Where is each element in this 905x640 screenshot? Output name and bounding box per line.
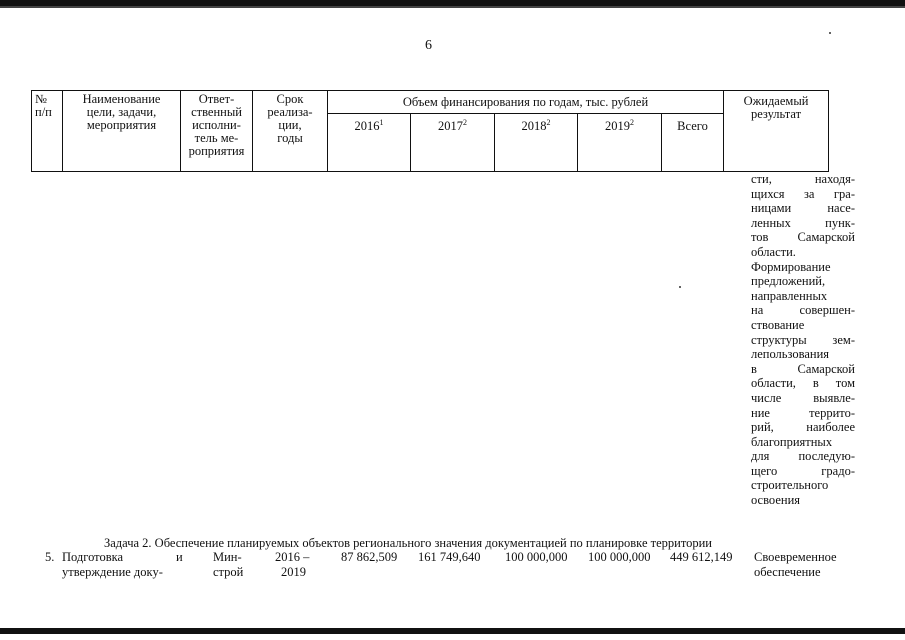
result-line: благоприятных — [751, 434, 833, 449]
header-year-2019 — [578, 114, 662, 172]
result-line: рий, наиболее — [751, 420, 855, 435]
row5-term-line1: 2016 – — [275, 550, 310, 564]
result-line: строительного — [751, 478, 829, 493]
header-table — [31, 90, 829, 172]
row5-name-line1-a: Подготовка — [62, 550, 124, 564]
result-continuation — [751, 172, 855, 508]
result-line: ние террито- — [751, 405, 855, 420]
year-footnote: 2 — [463, 117, 467, 127]
row5-amount-2019: 100 000,000 — [588, 550, 651, 564]
header-name-line: Наименование — [82, 92, 161, 106]
scan-border-top-shadow — [0, 6, 905, 8]
header-name-line: мероприятия — [86, 118, 157, 132]
header-executor-line: роприятия — [188, 144, 245, 158]
result-line: на совершен- — [751, 303, 855, 318]
scan-border-bottom — [0, 628, 905, 634]
result-line: направленных — [751, 288, 828, 303]
row5-amount-2017: 161 749,640 — [418, 550, 481, 564]
year-footnote: 1 — [379, 117, 384, 127]
year-label: 2018 — [521, 119, 547, 133]
result-line: числе выявле- — [751, 390, 855, 405]
header-executor-line: Ответ- — [198, 92, 235, 106]
total-label: Всего — [677, 119, 708, 133]
header-financing — [328, 91, 724, 114]
header-num — [32, 91, 63, 172]
page-number: 6 — [425, 38, 432, 53]
result-line: ницами насе- — [751, 201, 855, 216]
year-footnote: 2 — [630, 117, 634, 127]
result-line: тов Самарской — [751, 230, 855, 245]
result-line: сти, находя- — [751, 172, 855, 186]
header-term-line: Срок — [276, 92, 304, 106]
scan-speck — [679, 286, 681, 288]
result-line: предложений, — [751, 274, 826, 289]
result-line: ленных пунк- — [751, 215, 855, 230]
row5-executor-line2: строй — [213, 565, 244, 579]
result-line: освоения — [751, 493, 801, 508]
result-line: Формирование — [751, 259, 831, 274]
row5-name-line2: утверждение доку- — [62, 565, 163, 579]
year-label: 2017 — [438, 119, 463, 133]
result-line: структуры зем- — [751, 332, 855, 347]
header-term-line: годы — [277, 131, 303, 145]
header-result-line: результат — [750, 107, 802, 121]
header-executor-line: исполни- — [192, 118, 241, 132]
result-line: щихся за гра- — [751, 186, 855, 201]
result-line: лепользования — [751, 347, 830, 362]
year-label: 2019 — [605, 119, 630, 133]
result-line: в Самарской — [751, 361, 855, 376]
result-line: области, в том — [751, 376, 855, 391]
row5-amount-total: 449 612,149 — [670, 550, 733, 564]
result-line: для последую- — [751, 449, 855, 464]
header-executor-line: ственный — [191, 105, 242, 119]
year-footnote: 2 — [546, 117, 551, 127]
row5-result-line1: Своевременное — [754, 550, 837, 564]
row5-amount-2016: 87 862,509 — [341, 550, 398, 564]
header-result-line: Ожидаемый — [743, 94, 809, 108]
header-executor — [181, 91, 253, 172]
header-financing-title: Объем финансирования по годам, тыс. рублей — [402, 94, 649, 109]
header-name-line: цели, задачи, — [86, 105, 157, 119]
task-heading: Задача 2. Обеспечение планируемых объектов регионального значения документацией по планировке территории — [104, 536, 712, 550]
header-year-2016 — [328, 114, 411, 172]
header-year-2018 — [495, 114, 578, 172]
result-line: щего градо- — [751, 463, 855, 478]
header-name — [63, 91, 181, 172]
header-num-text: № п/п — [35, 92, 52, 119]
header-term-line: ции, — [278, 118, 302, 132]
header-total — [662, 114, 724, 172]
scan-speck — [829, 32, 831, 34]
year-label: 2016 — [354, 119, 380, 133]
row5-term-line2: 2019 — [281, 565, 306, 579]
header-year-2017 — [411, 114, 495, 172]
row5-executor-line1: Мин- — [213, 550, 242, 564]
header-executor-line: тель ме- — [194, 131, 239, 145]
header-result — [724, 91, 829, 172]
result-line: области. — [751, 244, 796, 259]
result-line: ствование — [751, 317, 805, 332]
row5-num: 5. — [45, 550, 55, 564]
header-term — [253, 91, 328, 172]
row5-amount-2018: 100 000,000 — [505, 550, 568, 564]
row5-result-line2: обеспечение — [754, 565, 821, 579]
row5-name-line1-b: и — [176, 550, 183, 564]
header-term-line: реализа- — [267, 105, 313, 119]
